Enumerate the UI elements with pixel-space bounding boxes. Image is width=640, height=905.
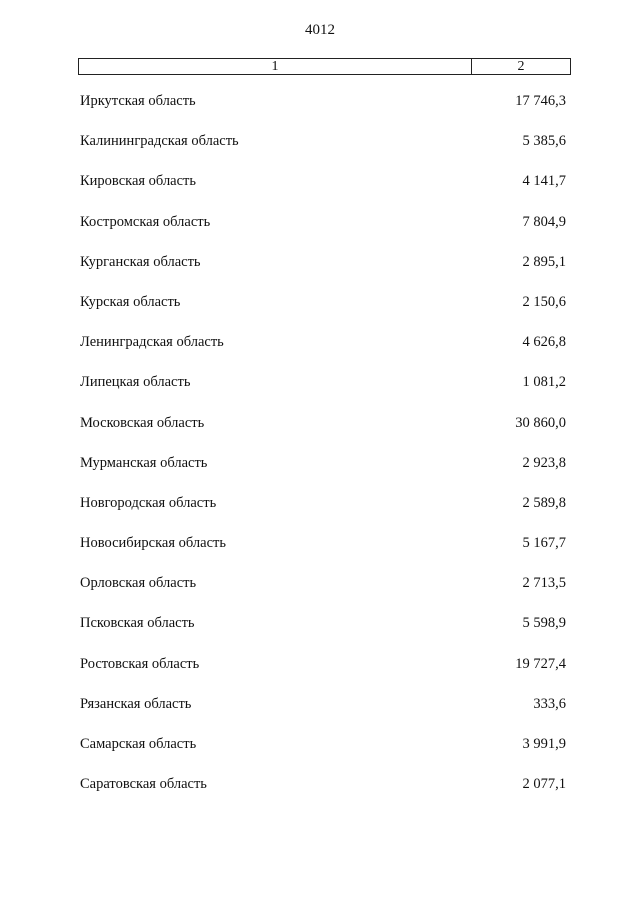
region-value: 2 150,6	[522, 293, 566, 310]
region-value: 30 860,0	[515, 414, 566, 431]
region-value: 5 598,9	[522, 615, 566, 632]
region-name: Курганская область	[80, 253, 201, 270]
table-row	[80, 93, 566, 133]
table-row	[80, 575, 566, 615]
table-row	[80, 294, 566, 334]
region-name: Московская область	[80, 414, 205, 431]
region-name: Самарская область	[80, 736, 197, 752]
table-row	[80, 334, 566, 374]
region-value: 4 141,7	[522, 173, 566, 190]
region-value: 17 746,3	[515, 93, 566, 109]
region-name: Псковская область	[80, 615, 195, 632]
table-row	[80, 736, 566, 776]
region-value: 2 077,1	[522, 776, 566, 793]
region-name: Новосибирская область	[80, 535, 226, 552]
table-row	[80, 535, 566, 575]
table-row	[80, 615, 566, 655]
region-value: 2 713,5	[522, 575, 566, 592]
table-row	[80, 495, 566, 535]
table-row	[80, 415, 566, 455]
region-value: 2 895,1	[522, 253, 566, 270]
region-name: Кировская область	[80, 173, 197, 190]
region-name: Костромская область	[80, 213, 211, 230]
region-value: 3 991,9	[522, 736, 566, 752]
table-row	[80, 776, 566, 816]
region-value: 5 167,7	[522, 535, 566, 552]
table-row	[80, 455, 566, 495]
region-value: 2 589,8	[522, 494, 566, 511]
region-name: Ленинградская область	[80, 334, 224, 351]
table-row	[80, 254, 566, 294]
region-value: 2 923,8	[522, 454, 566, 471]
region-name: Новгородская область	[80, 494, 217, 511]
table-row	[80, 133, 566, 173]
header-cell-column-2: 2	[517, 59, 525, 74]
table-body	[80, 93, 566, 816]
region-name: Ростовская область	[80, 655, 200, 672]
table-row	[80, 173, 566, 213]
region-name: Мурманская область	[80, 454, 208, 471]
region-value: 1 081,2	[522, 374, 566, 391]
region-value: 7 804,9	[522, 213, 566, 230]
region-value: 19 727,4	[515, 655, 566, 672]
region-name: Курская область	[80, 293, 181, 310]
page-number: 4012	[305, 22, 335, 38]
table-row	[80, 696, 566, 736]
header-cell-column-1: 1	[79, 59, 472, 74]
table-row	[80, 656, 566, 696]
region-name: Орловская область	[80, 575, 197, 592]
region-value: 4 626,8	[522, 334, 566, 351]
region-name: Калининградская область	[80, 133, 239, 150]
region-value: 5 385,6	[522, 133, 566, 150]
region-name: Липецкая область	[80, 374, 191, 391]
region-name: Рязанская область	[80, 695, 192, 712]
region-name: Иркутская область	[80, 93, 196, 109]
table-header	[78, 58, 571, 75]
region-name: Саратовская область	[80, 776, 207, 793]
table-row	[80, 214, 566, 254]
region-value: 333,6	[533, 695, 566, 712]
table-row	[80, 374, 566, 414]
